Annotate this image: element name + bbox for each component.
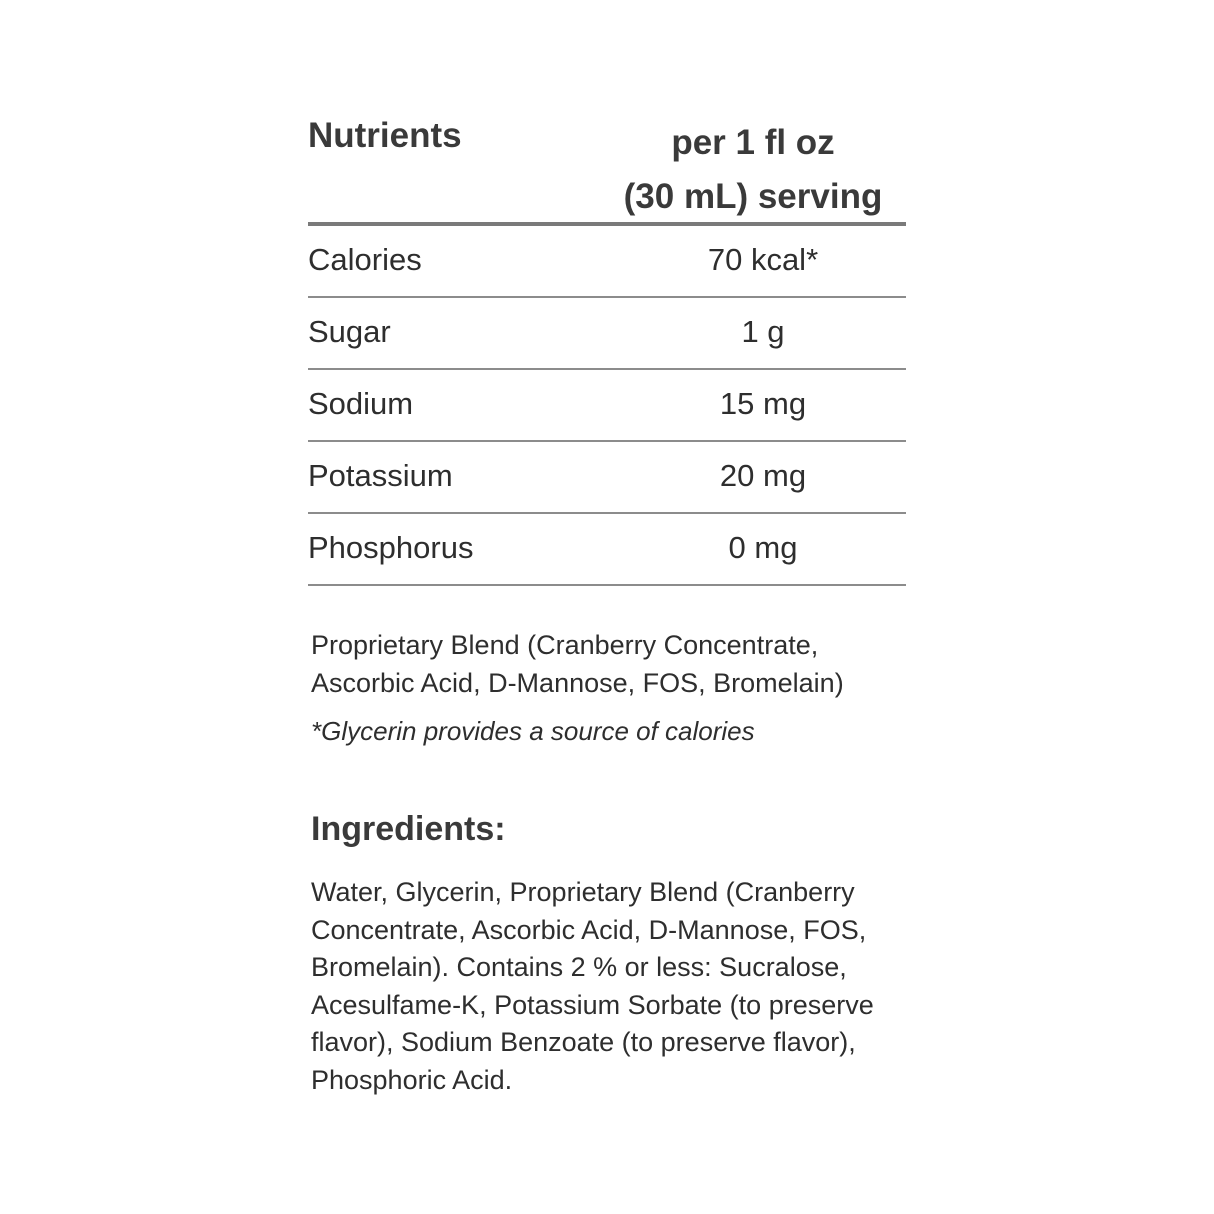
proprietary-blend-text <box>311 626 911 702</box>
nutrient-label: Sugar <box>308 314 391 349</box>
nutrient-row-potassium <box>308 442 906 514</box>
nutrient-value: 0 mg <box>728 530 798 565</box>
blend-line: Ascorbic Acid, D-Mannose, FOS, Bromelain) <box>311 668 844 698</box>
nutrient-row-sodium <box>308 370 906 442</box>
table-header <box>308 112 906 226</box>
nutrients-column-header: Nutrients <box>308 116 462 155</box>
nutrient-value: 20 mg <box>719 458 807 493</box>
nutrient-label: Potassium <box>308 458 453 493</box>
nutrient-row-sugar <box>308 298 906 370</box>
nutrient-row-phosphorus <box>308 514 906 586</box>
ingredients-list <box>311 874 911 1099</box>
ingredients-line: Concentrate, Ascorbic Acid, D-Mannose, FOS, <box>311 914 867 945</box>
nutrient-value: 1 g <box>741 314 785 349</box>
serving-column-header <box>608 116 898 224</box>
ingredients-line: Bromelain). Contains 2 % or less: Sucralose, <box>311 952 847 982</box>
ingredients-line: Water, Glycerin, Proprietary Blend (Cranberry <box>311 877 855 907</box>
calorie-footnote: *Glycerin provides a source of calories <box>311 716 755 746</box>
nutrient-value: 70 kcal* <box>707 242 819 277</box>
ingredients-line: flavor), Sodium Benzoate (to preserve flavor), <box>311 1027 856 1057</box>
nutrient-label: Calories <box>308 242 422 277</box>
nutrient-label: Phosphorus <box>308 530 474 565</box>
blend-line: Proprietary Blend (Cranberry Concentrate, <box>311 630 819 660</box>
nutrient-row-calories <box>308 226 906 298</box>
nutrient-value: 15 mg <box>719 386 807 421</box>
nutrient-label: Sodium <box>308 386 414 421</box>
ingredients-heading: Ingredients: <box>311 810 506 848</box>
ingredients-line: Acesulfame-K, Potassium Sorbate (to preserve <box>311 989 874 1020</box>
serving-header-line2: (30 mL) serving <box>623 177 883 216</box>
ingredients-line: Phosphoric Acid. <box>311 1064 513 1095</box>
serving-header-line1: per 1 fl oz <box>671 123 835 162</box>
nutrition-table <box>308 112 906 586</box>
